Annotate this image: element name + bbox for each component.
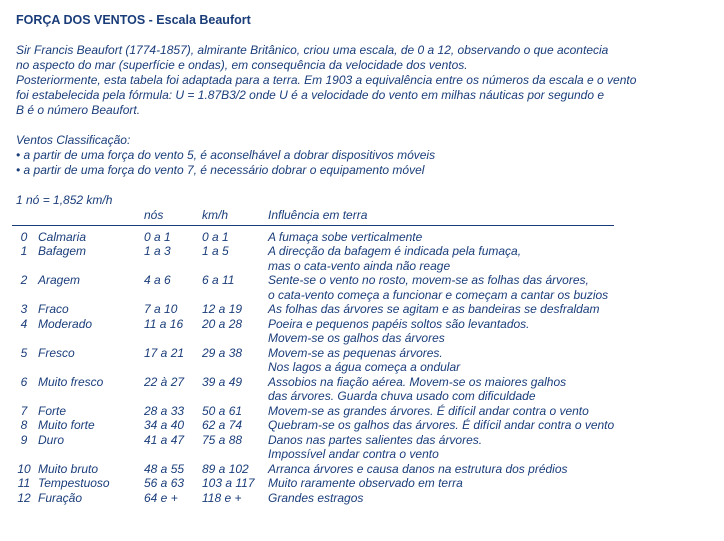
knots-range: 1 a 3 xyxy=(144,244,171,258)
wind-name xyxy=(36,360,144,375)
kmh-range: 29 a 38 xyxy=(202,345,243,360)
unit-note: 1 nó = 1,852 km/h xyxy=(16,193,113,207)
table-row-continuation xyxy=(12,288,614,303)
land-influence: mas o cata-vento ainda não reage xyxy=(268,258,451,273)
beaufort-table xyxy=(12,208,614,505)
table-row xyxy=(12,404,614,419)
wind-name: Duro xyxy=(38,432,65,447)
table-row-continuation xyxy=(12,331,614,346)
table-row xyxy=(12,491,614,506)
beaufort-number: 12 xyxy=(17,490,31,505)
intro-line: B é o número Beaufort. xyxy=(16,103,141,117)
table-row xyxy=(12,302,614,317)
knots-range xyxy=(144,389,202,404)
wind-name xyxy=(36,389,144,404)
wind-name: Muito forte xyxy=(38,418,95,432)
header-influence: Influência em terra xyxy=(268,208,614,225)
header-number xyxy=(12,208,36,225)
land-influence: Movem-se as pequenas árvores. xyxy=(268,345,443,360)
wind-name: Muito fresco xyxy=(38,374,104,389)
wind-name xyxy=(36,447,144,462)
knots-range: 22 à 27 xyxy=(144,374,185,389)
table-row xyxy=(12,375,614,390)
beaufort-number: 11 xyxy=(17,476,31,490)
wind-name xyxy=(36,259,144,274)
kmh-range xyxy=(202,389,268,404)
knots-range: 4 a 6 xyxy=(144,273,171,287)
knots-range: 41 a 47 xyxy=(144,432,185,447)
beaufort-number xyxy=(12,288,36,303)
beaufort-number: 8 xyxy=(20,418,28,432)
beaufort-number xyxy=(12,331,36,346)
kmh-range: 89 a 102 xyxy=(202,461,249,476)
wind-name xyxy=(36,288,144,303)
kmh-range xyxy=(202,447,268,462)
knots-range: 28 a 33 xyxy=(144,403,185,418)
header-kmh: km/h xyxy=(202,208,268,225)
table-row xyxy=(12,244,614,259)
land-influence: o cata-vento começa a funcionar e começam a cantar os buzios xyxy=(268,287,609,302)
table-row-continuation xyxy=(12,447,614,462)
beaufort-number: 0 xyxy=(20,229,28,244)
knots-range: 64 e + xyxy=(144,490,178,505)
table-row-continuation xyxy=(12,360,614,375)
header-name xyxy=(36,208,144,225)
beaufort-number: 5 xyxy=(20,345,28,360)
knots-range xyxy=(144,288,202,303)
knots-range: 48 a 55 xyxy=(144,461,185,476)
kmh-range: 0 a 1 xyxy=(202,229,229,244)
table-row xyxy=(12,273,614,288)
wind-name: Moderado xyxy=(38,316,93,331)
classification-item: • a partir de uma força do vento 5, é aconselhável a dobrar dispositivos móveis xyxy=(16,148,436,162)
knots-range: 7 a 10 xyxy=(144,302,178,316)
land-influence: Grandes estragos xyxy=(268,490,364,505)
wind-name xyxy=(36,331,144,346)
table-row xyxy=(12,462,614,477)
knots-range: 17 a 21 xyxy=(144,345,185,360)
classification-heading: Ventos Classificação: xyxy=(16,133,131,147)
kmh-range: 50 a 61 xyxy=(202,403,243,418)
kmh-range: 118 e + xyxy=(202,490,242,505)
kmh-range: 1 a 5 xyxy=(202,244,229,258)
land-influence: Quebram-se os galhos das árvores. É difícil andar contra o vento xyxy=(268,418,615,432)
land-influence: A fumaça sobe verticalmente xyxy=(268,229,423,244)
land-influence: Muito raramente observado em terra xyxy=(268,476,463,490)
wind-name: Furação xyxy=(38,490,83,505)
table-row xyxy=(12,225,614,244)
beaufort-number xyxy=(12,389,36,404)
kmh-range: 103 a 117 xyxy=(202,476,255,490)
kmh-range: 62 a 74 xyxy=(202,418,243,432)
wind-name: Fresco xyxy=(38,345,75,360)
land-influence: A direcção da bafagem é indicada pela fumaça, xyxy=(268,244,522,258)
table-body xyxy=(12,225,614,505)
kmh-range xyxy=(202,331,268,346)
wind-name: Muito bruto xyxy=(38,461,99,476)
wind-name: Bafagem xyxy=(38,244,87,258)
table-row xyxy=(12,418,614,433)
beaufort-number: 4 xyxy=(20,316,28,331)
land-influence: Sente-se o vento no rosto, movem-se as folhas das árvores, xyxy=(268,273,589,287)
wind-name: Forte xyxy=(38,403,67,418)
intro-line: foi estabelecida pela fórmula: U = 1.87B3/2 onde U é a velocidade do vento em milhas náuticas por segundo e xyxy=(16,88,605,102)
table-row-continuation xyxy=(12,259,614,274)
table-row xyxy=(12,317,614,332)
knots-range: 56 a 63 xyxy=(144,476,185,490)
beaufort-number: 1 xyxy=(20,244,28,258)
beaufort-number: 10 xyxy=(17,461,31,476)
intro-line: Posteriormente, esta tabela foi adaptada para a terra. Em 1903 a equivalência entre os números da escala e o vento xyxy=(16,73,637,87)
table-header-row xyxy=(12,208,614,225)
land-influence: As folhas das árvores se agitam e as bandeiras se desfraldam xyxy=(268,302,600,316)
kmh-range: 39 a 49 xyxy=(202,374,243,389)
knots-range xyxy=(144,447,202,462)
knots-range xyxy=(144,331,202,346)
kmh-range: 6 a 11 xyxy=(202,273,235,287)
beaufort-number xyxy=(12,360,36,375)
beaufort-number: 2 xyxy=(20,273,28,287)
land-influence: Impossível andar contra o vento xyxy=(268,447,439,461)
beaufort-number: 9 xyxy=(20,432,28,447)
kmh-range xyxy=(202,288,268,303)
kmh-range: 12 a 19 xyxy=(202,302,243,316)
classification-item: • a partir de uma força do vento 7, é necessário dobrar o equipamento móvel xyxy=(16,163,425,177)
intro-line: no aspecto do mar (superfície e ondas), em consequência da velocidade dos ventos. xyxy=(16,58,468,72)
knots-range: 34 a 40 xyxy=(144,418,185,432)
knots-range xyxy=(144,259,202,274)
land-influence: Movem-se os galhos das árvores xyxy=(268,331,445,345)
page-title: FORÇA DOS VENTOS - Escala Beaufort xyxy=(16,13,251,27)
table-row xyxy=(12,346,614,361)
wind-name: Calmaria xyxy=(38,229,87,244)
land-influence: Arranca árvores e causa danos na estrutura dos prédios xyxy=(268,461,568,476)
beaufort-number xyxy=(12,447,36,462)
land-influence: das árvores. Guarda chuva usado com dificuldade xyxy=(268,389,536,403)
table-row xyxy=(12,476,614,491)
land-influence: Poeira e pequenos papéis soltos são levantados. xyxy=(268,316,530,331)
table-row-continuation xyxy=(12,389,614,404)
kmh-range: 20 a 28 xyxy=(202,316,243,331)
kmh-range: 75 a 88 xyxy=(202,432,243,447)
knots-range: 0 a 1 xyxy=(144,229,171,244)
kmh-range xyxy=(202,360,268,375)
beaufort-number xyxy=(12,259,36,274)
wind-name: Fraco xyxy=(38,302,69,316)
table-row xyxy=(12,433,614,448)
land-influence: Movem-se as grandes árvores. É difícil andar contra o vento xyxy=(268,403,589,418)
land-influence: Nos lagos a água começa a ondular xyxy=(268,360,461,374)
knots-range: 11 a 16 xyxy=(144,316,184,331)
header-knots: nós xyxy=(144,208,202,225)
wind-name: Aragem xyxy=(38,273,81,287)
beaufort-number: 7 xyxy=(20,403,28,418)
document xyxy=(16,12,716,505)
beaufort-number: 6 xyxy=(20,374,28,389)
intro-line: Sir Francis Beaufort (1774-1857), almirante Britânico, criou uma escala, de 0 a 12, observando o que acontecia xyxy=(16,43,609,57)
wind-name: Tempestuoso xyxy=(38,476,110,490)
beaufort-number: 3 xyxy=(20,302,28,316)
classification-paragraph xyxy=(16,133,716,178)
land-influence: Assobios na fiação aérea. Movem-se os maiores galhos xyxy=(268,374,567,389)
land-influence: Danos nas partes salientes das árvores. xyxy=(268,432,483,447)
knots-range xyxy=(144,360,202,375)
intro-paragraph xyxy=(16,43,716,118)
kmh-range xyxy=(202,259,268,274)
